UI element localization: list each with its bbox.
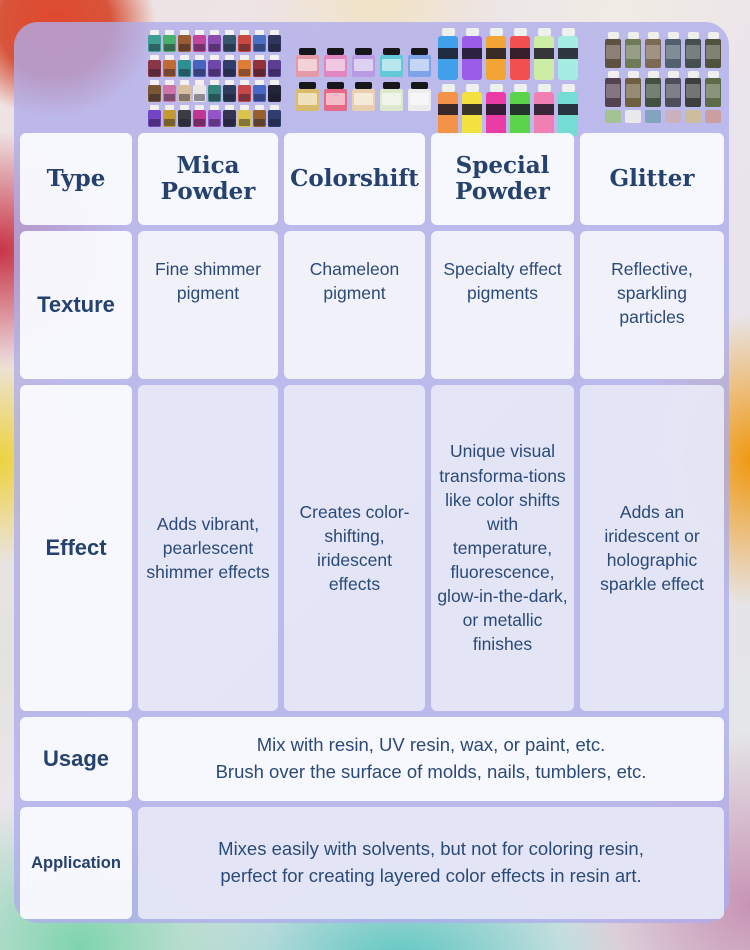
colorshift-jar (296, 48, 319, 77)
effect-special-powder: Unique visual transforma-tions like color shifts with temperature, fluorescence, glow-in-the-dark, or metallic finishes (431, 385, 574, 711)
mica-powder-jar (178, 55, 191, 77)
glitter-jar (645, 71, 661, 107)
special-powder-jar (486, 84, 506, 136)
mica-powder-jar (253, 80, 266, 102)
glitter-jar (705, 71, 721, 107)
colorshift-jar (352, 48, 375, 77)
mica-powder-jar (223, 80, 236, 102)
colorshift-jar (408, 48, 431, 77)
application-merged-cell (138, 807, 724, 919)
usage-line-1: Mix with resin, UV resin, wax, or paint, etc. (256, 734, 606, 756)
glitter-jar (605, 32, 621, 68)
mica-powder-jar (208, 30, 221, 52)
mica-powder-jar (178, 105, 191, 127)
mica-powder-jar (238, 30, 251, 52)
mica-powder-jar (148, 105, 161, 127)
mica-powder-jar (163, 105, 176, 127)
glitter-jar (605, 71, 621, 107)
special-powder-jar (510, 28, 530, 80)
comparison-table-panel (14, 22, 729, 923)
glitter-swatch (625, 110, 641, 123)
glitter-jar (705, 32, 721, 68)
special-powder-jar (438, 28, 458, 80)
comparison-table (20, 133, 724, 919)
texture-mica-powder: Fine shimmer pigment (138, 231, 278, 379)
mica-powder-jar (238, 80, 251, 102)
header-glitter: Glitter (580, 133, 724, 225)
mica-powder-jar (253, 30, 266, 52)
glitter-jar (685, 71, 701, 107)
glitter-jar (645, 32, 661, 68)
usage-line-2: Brush over the surface of molds, nails, tumblers, etc. (215, 761, 647, 782)
mica-powder-jar (178, 80, 191, 102)
row-label-usage: Usage (20, 717, 132, 801)
texture-special-powder: Specialty effect pigments (431, 231, 574, 379)
special-powder-jar (534, 84, 554, 136)
mica-powder-jar (268, 80, 281, 102)
glitter-jar (625, 32, 641, 68)
special-powder-jar (462, 28, 482, 80)
effect-glitter: Adds an iridescent or holographic sparkle effect (580, 385, 724, 711)
glitter-swatch (685, 110, 701, 123)
mica-powder-jar (163, 30, 176, 52)
glitter-product-image (593, 32, 733, 126)
special-powder-jar (486, 28, 506, 80)
special-powder-jar (558, 28, 578, 80)
header-special-powder: Special Powder (431, 133, 574, 225)
mica-powder-jar (253, 105, 266, 127)
header-mica-powder: Mica Powder (138, 133, 278, 225)
mica-powder-jar (223, 105, 236, 127)
row-label-texture: Texture (20, 231, 132, 379)
glitter-jar (685, 32, 701, 68)
colorshift-jar (352, 82, 375, 111)
texture-colorshift: Chameleon pigment (284, 231, 425, 379)
colorshift-jar (380, 48, 403, 77)
mica-powder-jar (148, 55, 161, 77)
mica-powder-jar (238, 105, 251, 127)
glitter-swatch (645, 110, 661, 123)
mica-powder-jar (238, 55, 251, 77)
effect-colorshift: Creates color-shifting, iridescent effects (284, 385, 425, 711)
row-label-effect: Effect (20, 385, 132, 711)
special-powder-product-image (434, 28, 582, 140)
special-powder-jar (510, 84, 530, 136)
mica-powder-jar (193, 80, 206, 102)
row-label-application: Application (20, 807, 132, 919)
colorshift-product-image (295, 48, 431, 116)
mica-powder-jar (163, 80, 176, 102)
effect-mica-powder: Adds vibrant, pearlescent shimmer effects (138, 385, 278, 711)
mica-powder-jar (208, 55, 221, 77)
usage-merged-cell (138, 717, 724, 801)
glitter-swatch (705, 110, 721, 123)
colorshift-jar (408, 82, 431, 111)
special-powder-jar (462, 84, 482, 136)
colorshift-jar (324, 48, 347, 77)
texture-glitter: Reflective, sparkling particles (580, 231, 724, 379)
mica-powder-jar (148, 80, 161, 102)
glitter-jar (665, 71, 681, 107)
mica-powder-jar (268, 30, 281, 52)
header-type: Type (20, 133, 132, 225)
header-colorshift: Colorshift (284, 133, 425, 225)
mica-powder-jar (223, 55, 236, 77)
mica-powder-jar (178, 30, 191, 52)
glitter-jar (625, 71, 641, 107)
mica-powder-jar (193, 55, 206, 77)
application-line-2: perfect for creating layered color effects in resin art. (220, 865, 642, 886)
mica-powder-jar (193, 30, 206, 52)
mica-powder-jar (268, 55, 281, 77)
mica-powder-jar (163, 55, 176, 77)
glitter-jar (665, 32, 681, 68)
mica-powder-jar (268, 105, 281, 127)
glitter-swatch (605, 110, 621, 123)
mica-powder-jar (253, 55, 266, 77)
colorshift-jar (324, 82, 347, 111)
special-powder-jar (438, 84, 458, 136)
glitter-swatch (665, 110, 681, 123)
mica-powder-jar (148, 30, 161, 52)
special-powder-jar (558, 84, 578, 136)
mica-powder-jar (208, 105, 221, 127)
mica-powder-product-image (148, 30, 280, 130)
colorshift-jar (296, 82, 319, 111)
mica-powder-jar (193, 105, 206, 127)
application-line-1: Mixes easily with solvents, but not for coloring resin, (218, 838, 644, 860)
special-powder-jar (534, 28, 554, 80)
mica-powder-jar (208, 80, 221, 102)
mica-powder-jar (223, 30, 236, 52)
colorshift-jar (380, 82, 403, 111)
